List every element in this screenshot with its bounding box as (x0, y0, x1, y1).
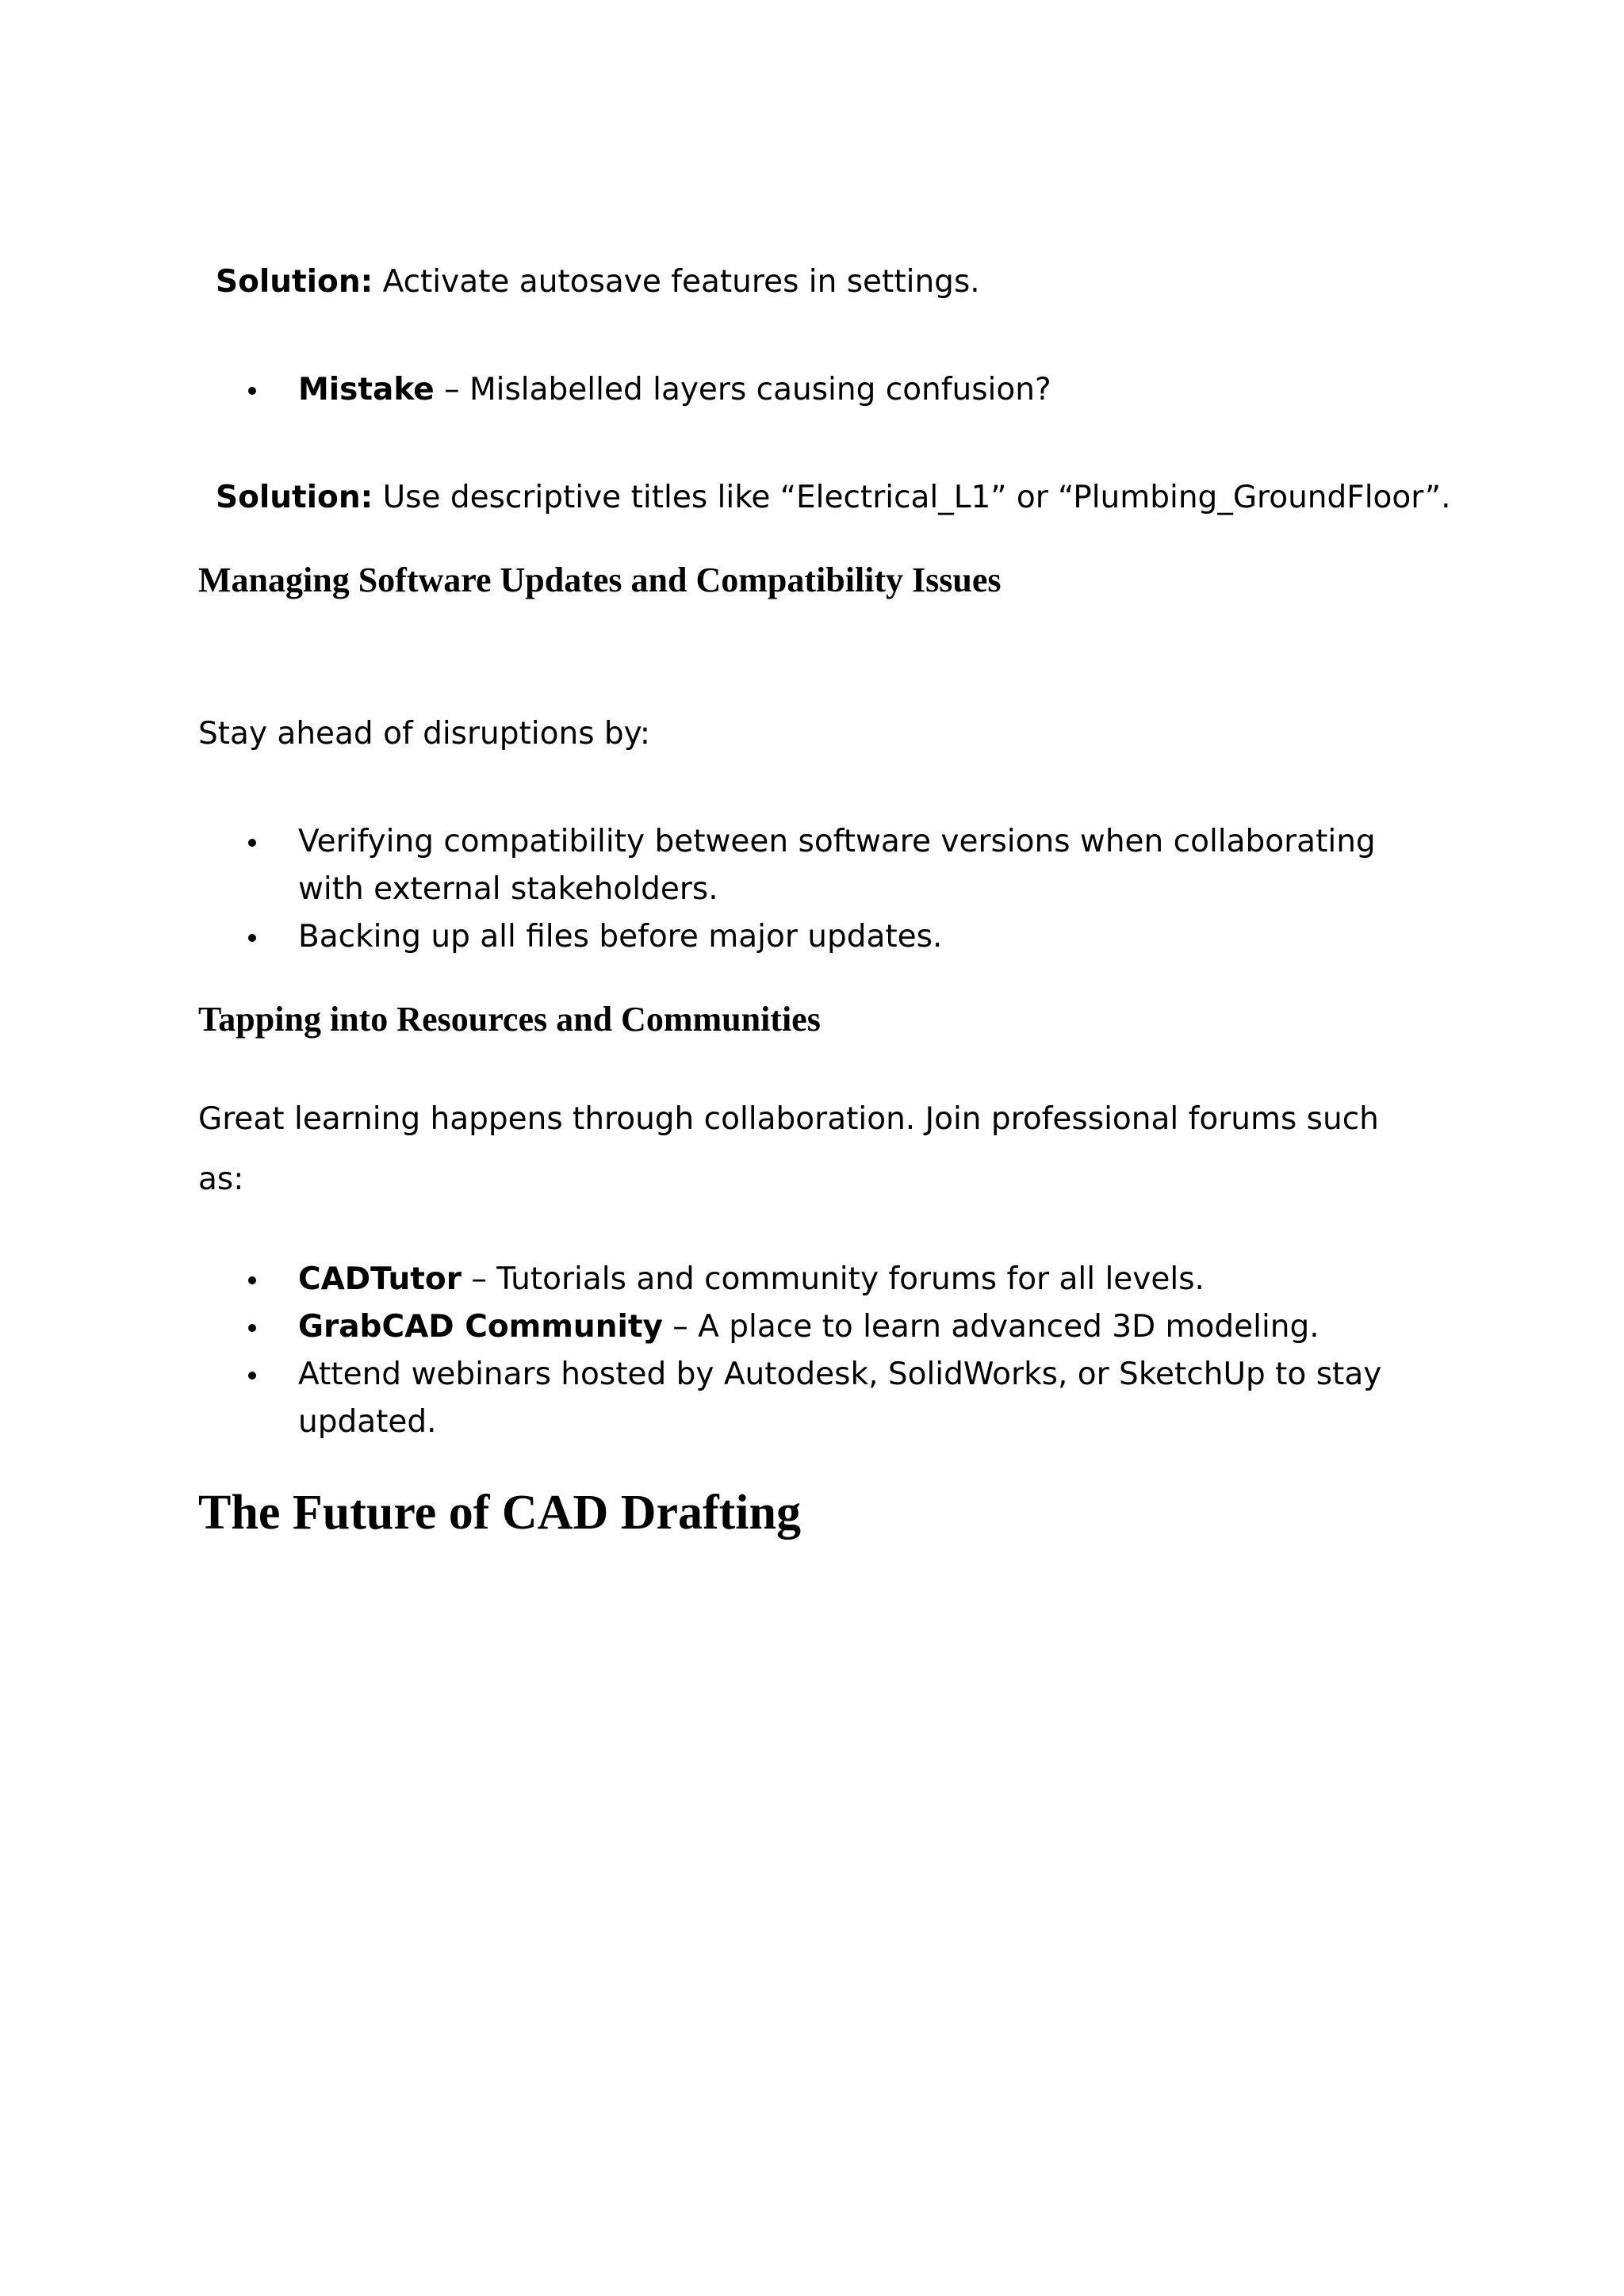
list-item-text: Backing up all files before major updates. (298, 919, 943, 955)
list-item-continuation (201, 866, 1549, 913)
resources-intro-line: Great learning happens through collaboration. Join professional forums such (198, 1101, 1379, 1137)
updates-intro: Stay ahead of disruptions by: (198, 716, 651, 752)
solution-label: Solution: (216, 264, 373, 300)
list-item (201, 1303, 1549, 1351)
resource-text: – Tutorials and community forums for all levels. (461, 1261, 1205, 1297)
list-item-text: Verifying compatibility between software versions when collaborating (298, 824, 1376, 859)
resources-intro-line: as: (198, 1161, 244, 1197)
heading-software-updates: Managing Software Updates and Compatibility Issues (198, 561, 1002, 599)
mistake-list (201, 366, 1469, 414)
resource-term: GrabCAD Community (298, 1309, 663, 1345)
bullet-icon (248, 934, 256, 942)
solution-autosave (216, 258, 980, 306)
solution-label: Solution: (216, 480, 373, 515)
updates-list (201, 818, 1549, 961)
bullet-icon (248, 1324, 256, 1332)
list-item-continuation (201, 1399, 1549, 1446)
list-item (201, 818, 1549, 866)
resource-text: – A place to learn advanced 3D modeling. (662, 1309, 1320, 1345)
solution-text: Activate autosave features in settings. (373, 264, 980, 300)
resource-text: Attend webinars hosted by Autodesk, SolidWorks, or SketchUp to stay (298, 1357, 1382, 1392)
mistake-text: – Mislabelled layers causing confusion? (434, 372, 1051, 408)
resource-term: CADTutor (298, 1261, 462, 1297)
solution-text: Use descriptive titles like “Electrical_L1” or “Plumbing_GroundFloor”. (373, 480, 1451, 515)
resource-text: updated. (298, 1404, 437, 1440)
list-item (201, 1256, 1549, 1303)
heading-future-cad: The Future of CAD Drafting (198, 1486, 802, 1540)
list-item (201, 1351, 1549, 1399)
resources-intro (198, 1089, 1379, 1210)
list-item (201, 366, 1469, 414)
bullet-icon (248, 1276, 256, 1284)
bullet-icon (248, 839, 256, 847)
heading-resources: Tapping into Resources and Communities (198, 1000, 821, 1039)
mistake-term: Mistake (298, 372, 435, 408)
bullet-icon (248, 387, 256, 395)
bullet-icon (248, 1372, 256, 1380)
list-item-text: with external stakeholders. (298, 871, 718, 907)
solution-titles (216, 474, 1451, 522)
list-item (201, 913, 1549, 961)
resources-list (201, 1256, 1549, 1446)
